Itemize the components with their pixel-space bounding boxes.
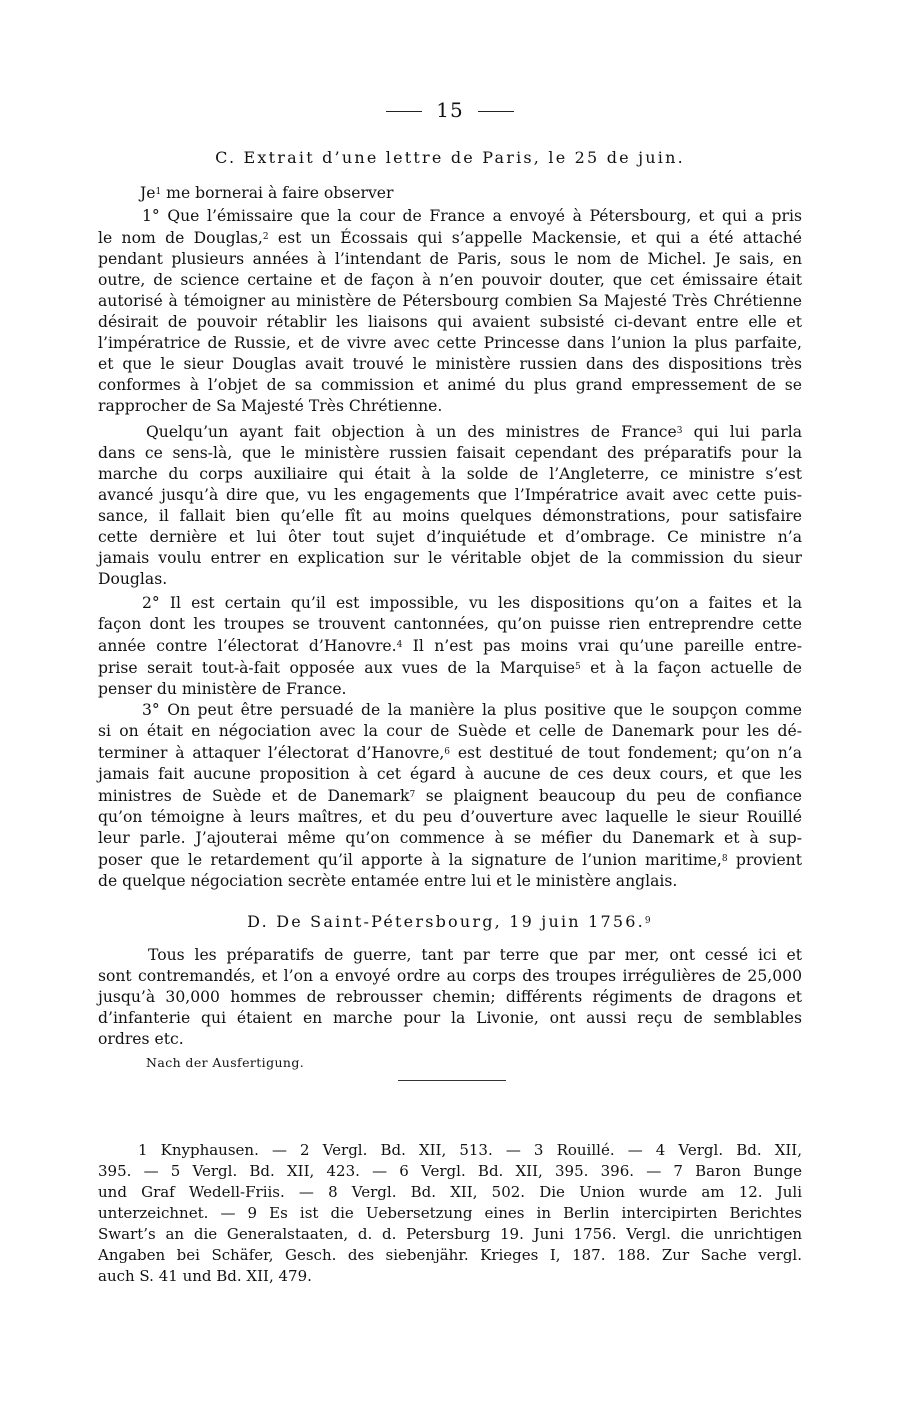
footnote-ref-4: 4: [396, 640, 403, 650]
source-note: Nach der Ausfertigung.: [146, 1055, 305, 1070]
footnote-line: Angaben bei Schäfer, Gesch. des siebenjähr. Krieges I, 187. 188. Zur Sache vergl.: [98, 1246, 802, 1264]
footnotes: [98, 1140, 802, 1287]
section-c-paragraph-4: 3° On peut être persuadé de la manière la plus positive que le soupçon comme si on était en négociation avec la cour de Suède et celle de Danemark pour les dé- terminer à attaquer l’électorat d’Hanovre,$^6$ est destitué de tout fondement; qu’on n’a jamais fait aucune proposition à cet égard à aucune de ces deux cours, et que les ministres de Suède et de Danemark$^7$ se plaignent beaucoup du peu de confiance qu’on témoigne à leurs maîtres, et du peu d’ouverture avec laquelle le sieur Rouillé leur parle. J’ajouterai même qu’on commence à se méfier du Danemark et à sup- poser que le retardement qu’il apporte à la signature de l’union maritime,$^8$ provient de quelque négociation secrète entamée entre lui et le ministère anglais.: [98, 701, 803, 890]
section-c-paragraph-3: 2° Il est certain qu’il est impossible, vu les dispositions qu’on a faites et la façon dont les troupes se trouvent cantonnées, qu’on puisse rien entreprendre cette année contre l’électorat d’Hanovre.$^4$ Il n’est pas moins vrai qu’une pareille entre- prise serait tout-à-fait opposée aux vues de la Marquise$^5$ et à la façon actuelle de penser du ministère de France.: [98, 594, 802, 698]
footnote-line: 395. — 5 Vergl. Bd. XII, 423. — 6 Vergl. Bd. XII, 395. 396. — 7 Baron Bunge: [98, 1162, 802, 1180]
section-c-intro: Je$^1$ me bornerai à faire observer: [140, 184, 394, 202]
footnote-line: und Graf Wedell-Friis. — 8 Vergl. Bd. XII, 502. Die Union wurde am 12. Juli: [98, 1183, 802, 1201]
page-header: [0, 98, 900, 122]
section-c-paragraph-1: 1° Que l’émissaire que la cour de France a envoyé à Pétersbourg, et qui a pris le nom de Douglas,$^2$ est un Écossais qui s’appelle Mackensie, et qui a été attaché pendant plusieurs années à l’intendant de Paris, sous le nom de Michel. Je sais, en outre, de science certaine et de façon à n’en pouvoir douter, que cet émissaire était autorisé à témoigner au ministère de Pétersbourg combien Sa Majesté Très Chrétienne désirait de pouvoir rétablir les liaisons qui avaient subsisté ci-devant entre elle et l’impératrice de Russie, et de vivre avec cette Princesse dans l’union la plus parfaite, et que le sieur Douglas avait trouvé le ministère russien dans des dispositions très conformes à l’objet de sa commission et animé du plus grand empressement de se rapprocher de Sa Majesté Très Chrétienne.: [98, 207, 802, 415]
footnote-ref-5: 5: [574, 662, 581, 672]
section-d-paragraph-1: Tous les préparatifs de guerre, tant par terre que par mer, ont cessé ici et sont contremandés, et l’on a envoyé ordre au corps des troupes irrégulières de 25,000 jusqu’à 30,000 hommes de rebrousser chemin; différents régiments de dragons et d’infanterie qui étaient en marche pour la Livonie, ont aussi reçu de semblables ordres etc.: [98, 946, 802, 1048]
footnote-ref-1: 1: [155, 187, 162, 197]
section-c-title: C. Extrait d’une lettre de Paris, le 25 de juin.: [215, 148, 685, 167]
footnote-ref-7: 7: [409, 790, 416, 800]
header-dash-left: [386, 111, 422, 112]
footnote-ref-3: 3: [676, 426, 683, 436]
footnote-ref-2: 2: [262, 232, 269, 242]
section-c-paragraph-2: Quelqu’un ayant fait objection à un des ministres de France$^3$ qui lui parla dans ce sens-là, que le ministère russien faisait cependant des préparatifs pour la marche du corps auxiliaire qui était à la solde de l’Angleterre, ce ministre s’est avancé jusqu’à dire que, vu les engagements que l’Impératrice avait avec cette puis- sance, il fallait bien qu’elle fît au moins quelques démonstrations, pour satisfaire cette dernière et lui ôter tout sujet d’inquiétude et d’ombrage. Ce ministre n’a jamais voulu entrer en explication sur le véritable objet de la commission du sieur Douglas.: [98, 423, 803, 588]
footnote-line: auch S. 41 und Bd. XII, 479.: [98, 1267, 312, 1285]
footnote-line: unterzeichnet. — 9 Es ist die Uebersetzung eines in Berlin intercipirten Berichtes: [98, 1204, 802, 1222]
footnote-line: Swart’s an die Generalstaaten, d. d. Petersburg 19. Juni 1756. Vergl. die unrichtigen: [98, 1225, 802, 1243]
section-d-title: D. De Saint-Pétersbourg, 19 juin 1756.$^9$: [247, 912, 653, 931]
footnote-ref-8: 8: [721, 854, 728, 864]
footnote-ref-6: 6: [444, 747, 451, 757]
footnote-ref-9: 9: [644, 916, 653, 926]
section-divider: [398, 1080, 506, 1081]
footnote-line: 1 Knyphausen. — 2 Vergl. Bd. XII, 513. — 3 Rouillé. — 4 Vergl. Bd. XII,: [138, 1141, 802, 1159]
page-number: 15: [436, 98, 464, 122]
header-dash-right: [478, 111, 514, 112]
